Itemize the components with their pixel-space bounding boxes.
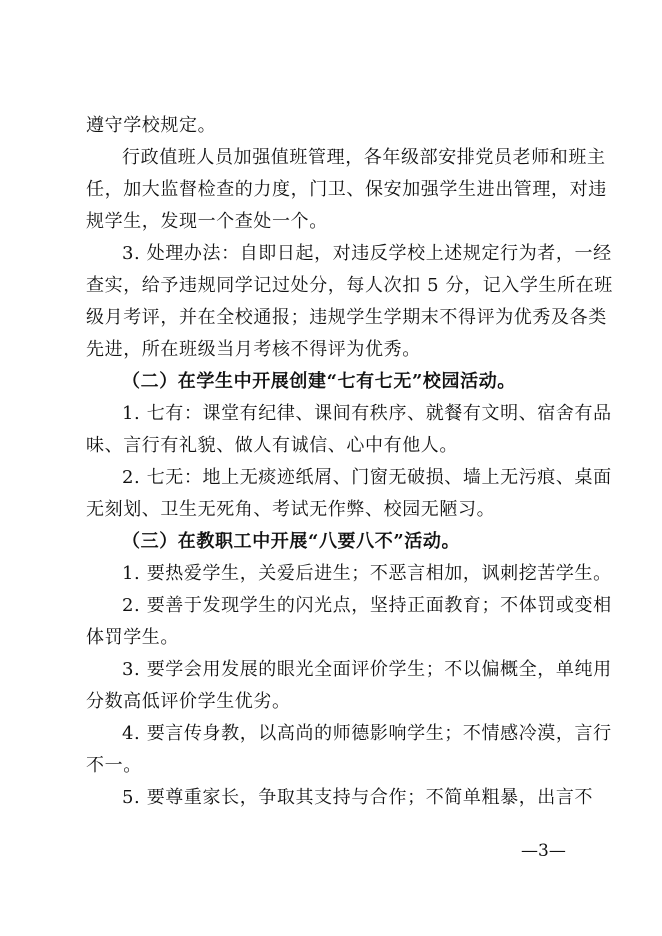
body-text-line: 查实，给予违规同学记过处分，每人次扣 5 分，记入学生所在班 — [86, 275, 613, 296]
body-text-line: 任，加大监督检查的力度，门卫、保安加强学生进出管理，对违 — [86, 179, 607, 200]
body-text-line: 1. 要热爱学生，关爱后进生；不恶言相加，讽刺挖苦学生。 — [122, 563, 612, 584]
body-text-line: 遵守学校规定。 — [86, 115, 217, 136]
body-text-line: 无刻划、卫生无死角、考试无作弊、校园无陋习。 — [86, 499, 496, 520]
body-text-line: 分数高低评价学生优劣。 — [86, 691, 291, 712]
body-text-line: 2. 要善于发现学生的闪光点，坚持正面教育；不体罚或变相 — [122, 595, 612, 616]
body-text-line: 2. 七无：地上无痰迹纸屑、门窗无破损、墙上无污痕、桌面 — [122, 467, 612, 488]
body-text-line: 体罚学生。 — [86, 627, 179, 648]
body-text-line: 3. 处理办法：自即日起，对违反学校上述规定行为者，一经 — [122, 243, 612, 264]
body-text-line: 味、言行有礼貌、做人有诚信、心中有他人。 — [86, 435, 458, 456]
body-text-line: 规学生，发现一个查处一个。 — [86, 211, 328, 232]
section-heading: （二）在学生中开展创建“七有七无”校园活动。 — [122, 371, 516, 392]
body-text-line: 5. 要尊重家长，争取其支持与合作；不简单粗暴，出言不 — [122, 787, 594, 808]
body-text-line: 级月考评，并在全校通报；违规学生学期末不得评为优秀及各类 — [86, 307, 607, 328]
body-text-line: 不一。 — [86, 755, 142, 776]
body-text-line: 1. 七有：课堂有纪律、课间有秩序、就餐有文明、宿舍有品 — [122, 403, 612, 424]
page-number: —3— — [521, 841, 566, 861]
body-text-line: 先进，所在班级当月考核不得评为优秀。 — [86, 339, 421, 360]
section-heading: （三）在教职工中开展“八要八不”活动。 — [122, 531, 461, 552]
body-text-line: 3. 要学会用发展的眼光全面评价学生；不以偏概全，单纯用 — [122, 659, 612, 680]
body-text-line: 4. 要言传身教，以高尚的师德影响学生；不情感冷漠，言行 — [122, 723, 612, 744]
body-text-line: 行政值班人员加强值班管理，各年级部安排党员老师和班主 — [122, 147, 606, 168]
